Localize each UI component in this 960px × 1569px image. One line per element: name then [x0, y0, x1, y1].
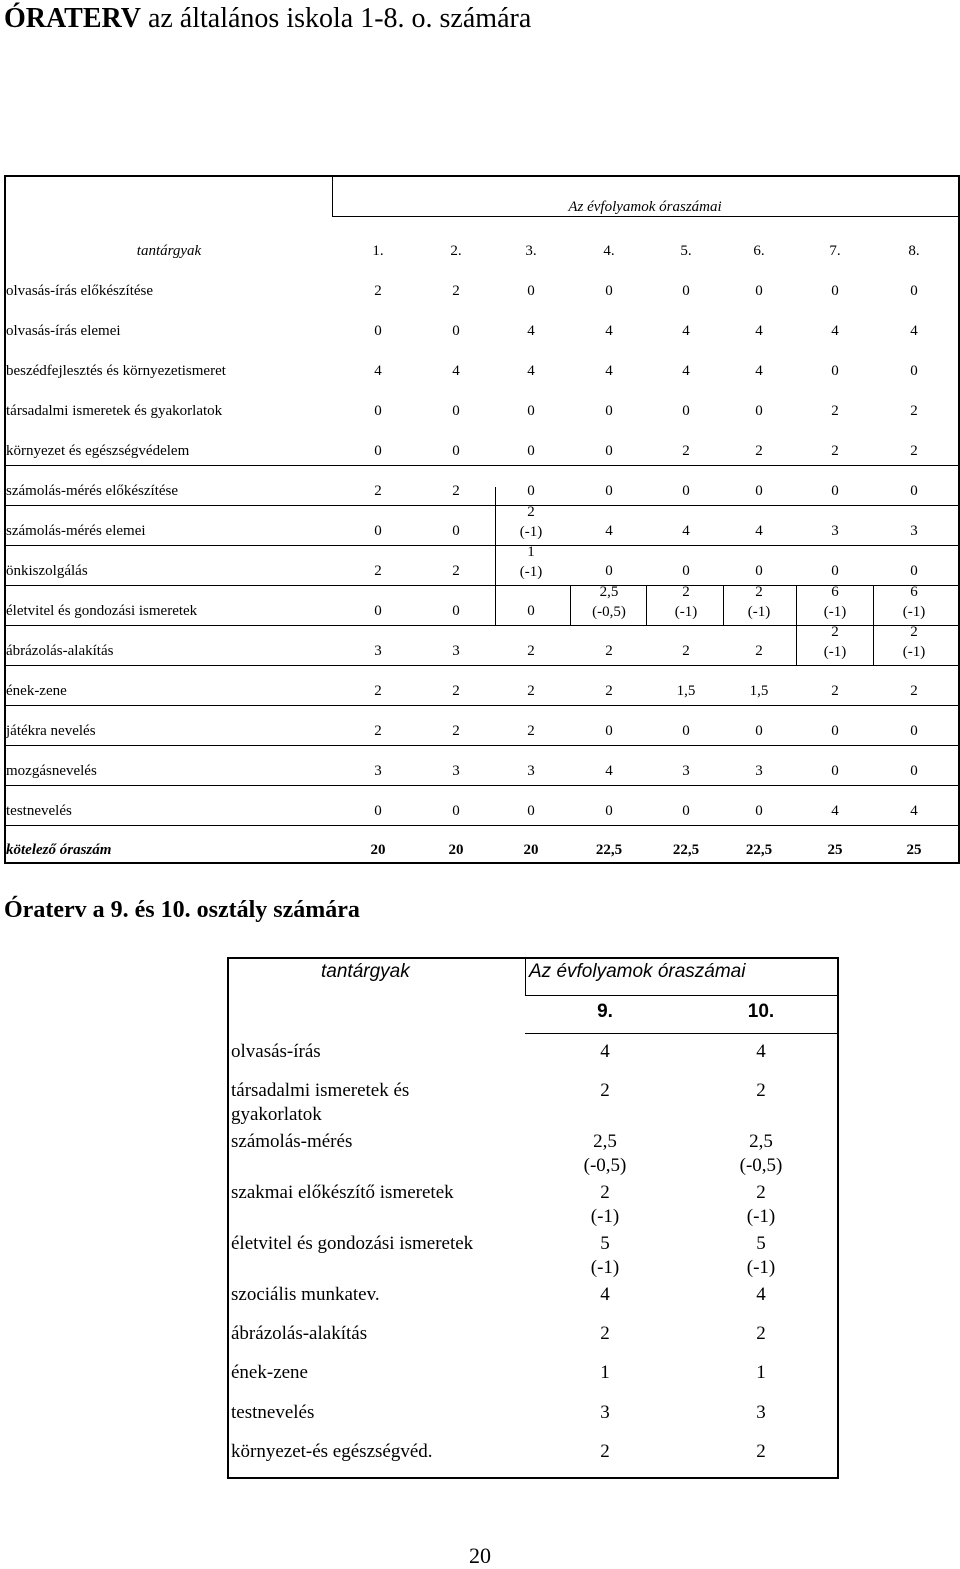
row-value: 4 [605, 323, 613, 339]
cell-reduction: (-1) [519, 524, 543, 540]
grade-9-value [565, 1232, 645, 1280]
grade-10-value [721, 1401, 801, 1425]
value-line: (-0,5) [739, 1155, 783, 1176]
header-divider-horizontal [525, 995, 837, 996]
row-label: környezet és egészségvédelem [6, 443, 190, 459]
row-value: 0 [527, 803, 535, 819]
row-value: 0 [374, 603, 382, 619]
grades-divider [525, 1033, 837, 1034]
cell-reduction: (-1) [519, 564, 543, 580]
total-value: 20 [523, 842, 539, 858]
row-label: társadalmi ismeretek és gyakorlatok [6, 403, 223, 419]
row-value: 0 [831, 563, 839, 579]
cell-main: 2,5 [599, 584, 619, 600]
section-title-9-10: Óraterv a 9. és 10. osztály számára [4, 897, 360, 923]
row-value: 0 [910, 483, 918, 499]
value-line: 3 [600, 1402, 610, 1423]
grade-9-value [565, 1283, 645, 1307]
row-value: 2 [831, 443, 839, 459]
grade-header: 3. [525, 243, 537, 259]
row-label [231, 1322, 367, 1346]
grade-10-value [721, 1232, 801, 1280]
row-value: 4 [682, 523, 690, 539]
grade-10-value [721, 1361, 801, 1385]
subject-header: tantárgyak [136, 243, 202, 259]
value-line: 2 [756, 1182, 766, 1203]
row-value: 0 [831, 723, 839, 739]
cell-main: 6 [910, 584, 918, 600]
row-label: testnevelés [6, 803, 72, 819]
row-value: 0 [682, 403, 690, 419]
cell-reduction: (-1) [902, 604, 926, 620]
row-value: 2 [527, 723, 535, 739]
row-label: beszédfejlesztés és környezetismeret [6, 363, 226, 379]
cell-main: 2 [682, 584, 690, 600]
row-label [231, 1130, 352, 1154]
row-label: olvasás-írás elemei [6, 323, 121, 339]
row-value: 3 [831, 523, 839, 539]
page-number: 20 [469, 1543, 491, 1568]
grade-header: 5. [680, 243, 692, 259]
page-title [4, 0, 531, 38]
value-line: 4 [600, 1041, 610, 1062]
row-value: 1,5 [749, 683, 769, 699]
row-value [649, 582, 723, 622]
value-line: 2 [600, 1182, 610, 1203]
row-value: 0 [452, 603, 460, 619]
total-value: 22,5 [595, 842, 623, 858]
row-value: 2 [452, 723, 460, 739]
value-line: 2,5 [749, 1131, 773, 1152]
group-header: Az évfolyamok óraszámai [529, 961, 746, 982]
row-value: 2 [374, 283, 382, 299]
row-value: 4 [682, 363, 690, 379]
grade-9-value [565, 1079, 645, 1103]
row-value: 3 [374, 763, 382, 779]
row-value: 0 [831, 363, 839, 379]
cell-divider [495, 487, 496, 625]
row-value: 0 [682, 803, 690, 819]
row-value: 0 [682, 563, 690, 579]
row-value: 2 [374, 483, 382, 499]
row-value: 2 [452, 683, 460, 699]
cell-divider [873, 585, 874, 665]
row-value: 0 [605, 563, 613, 579]
row-value [722, 582, 796, 622]
label-line: ének-zene [231, 1362, 308, 1383]
total-value: 20 [370, 842, 386, 858]
cell-reduction: (-0,5) [592, 604, 626, 620]
row-value: 0 [527, 603, 535, 619]
grade-header: 6. [753, 243, 765, 259]
row-value: 0 [605, 803, 613, 819]
value-line: (-1) [590, 1206, 620, 1227]
subject-header: tantárgyak [321, 961, 410, 982]
value-line: (-1) [746, 1257, 776, 1278]
cell-reduction: (-1) [823, 604, 847, 620]
label-line: környezet-és egészségvéd. [231, 1441, 433, 1462]
row-value: 2 [452, 563, 460, 579]
row-value [572, 582, 646, 622]
row-value: 3 [452, 643, 460, 659]
row-value: 2 [831, 683, 839, 699]
row-value: 2 [910, 443, 918, 459]
row-value: 0 [755, 723, 763, 739]
cell-main: 2 [831, 624, 839, 640]
grade-10-value [721, 1040, 801, 1064]
value-line: 4 [756, 1041, 766, 1062]
grade-10-value [721, 1322, 801, 1346]
row-divider [6, 665, 958, 666]
value-line: 2 [600, 1080, 610, 1101]
value-line: 1 [600, 1362, 610, 1383]
row-value: 4 [452, 363, 460, 379]
cell-main: 2 [910, 624, 918, 640]
row-divider [6, 705, 958, 706]
row-value: 4 [910, 803, 918, 819]
total-value: 25 [827, 842, 843, 858]
grade-header: 4. [603, 243, 615, 259]
row-value: 0 [527, 403, 535, 419]
row-value: 0 [605, 283, 613, 299]
row-value: 2 [755, 443, 763, 459]
row-value: 0 [831, 283, 839, 299]
row-value: 2 [374, 723, 382, 739]
value-line: 4 [756, 1284, 766, 1305]
row-value [798, 622, 872, 662]
label-line: számolás-mérés [231, 1131, 353, 1152]
grade-10-header: 10. [747, 1001, 775, 1022]
row-label: ábrázolás-alakítás [6, 643, 114, 659]
row-value: 4 [755, 323, 763, 339]
grade-9-value [565, 1181, 645, 1229]
row-value: 0 [831, 483, 839, 499]
row-value: 4 [831, 803, 839, 819]
cell-reduction: (-1) [747, 604, 771, 620]
row-value: 0 [910, 563, 918, 579]
row-value: 0 [374, 803, 382, 819]
cell-divider [570, 585, 571, 625]
cell-main: 2 [527, 504, 535, 520]
value-line: (-1) [746, 1206, 776, 1227]
value-line: 2,5 [593, 1131, 617, 1152]
row-divider [6, 505, 958, 506]
cell-divider [796, 585, 797, 665]
row-value: 2 [527, 643, 535, 659]
header-divider-vertical [525, 959, 526, 996]
grade-10-value [721, 1440, 801, 1464]
grade-10-value [721, 1283, 801, 1307]
page-title-rest: az általános iskola 1-8. o. számára [140, 3, 532, 34]
row-label [231, 1283, 380, 1307]
row-value: 4 [831, 323, 839, 339]
row-divider [6, 825, 958, 826]
cell-main: 6 [831, 584, 839, 600]
label-line: társadalmi ismeretek és [231, 1080, 410, 1101]
curriculum-table-9-10 [227, 957, 839, 1479]
row-value [877, 582, 951, 622]
row-value: 0 [605, 403, 613, 419]
row-value: 0 [452, 323, 460, 339]
row-label [231, 1040, 321, 1064]
value-line: 2 [756, 1323, 766, 1344]
grade-9-value [565, 1440, 645, 1464]
cell-divider [723, 585, 724, 625]
grade-header: 8. [908, 243, 920, 259]
row-value: 2 [374, 683, 382, 699]
row-value: 0 [755, 563, 763, 579]
row-value: 0 [755, 803, 763, 819]
row-value [877, 622, 951, 662]
row-value: 4 [755, 523, 763, 539]
row-value: 3 [755, 763, 763, 779]
label-line: ábrázolás-alakítás [231, 1323, 368, 1344]
row-value: 0 [831, 763, 839, 779]
row-label [231, 1361, 308, 1385]
row-value: 4 [682, 323, 690, 339]
row-label: önkiszolgálás [6, 563, 88, 579]
value-line: (-1) [590, 1257, 620, 1278]
value-line: 3 [756, 1402, 766, 1423]
row-value: 0 [755, 283, 763, 299]
value-line: 1 [756, 1362, 766, 1383]
grade-header: 7. [829, 243, 841, 259]
row-divider [6, 465, 958, 466]
value-line: 5 [600, 1233, 610, 1254]
label-line: testnevelés [231, 1402, 315, 1423]
grade-header: 2. [450, 243, 462, 259]
row-value: 0 [682, 723, 690, 739]
row-value: 2 [682, 443, 690, 459]
grade-header: 1. [372, 243, 384, 259]
row-value: 0 [682, 483, 690, 499]
row-value: 3 [374, 643, 382, 659]
row-value: 0 [527, 283, 535, 299]
row-label: számolás-mérés elemei [6, 523, 146, 539]
row-label [231, 1440, 433, 1464]
row-value: 4 [605, 363, 613, 379]
grade-9-value [565, 1322, 645, 1346]
row-value: 0 [452, 403, 460, 419]
label-line: olvasás-írás [231, 1041, 321, 1062]
row-value: 0 [755, 483, 763, 499]
row-value: 4 [527, 323, 535, 339]
row-label: játékra nevelés [6, 723, 96, 739]
label-line: szakmai előkészítő ismeretek [231, 1182, 454, 1203]
row-value: 0 [452, 523, 460, 539]
row-label: számolás-mérés előkészítése [6, 483, 179, 499]
row-value: 4 [527, 363, 535, 379]
cell-reduction: (-1) [674, 604, 698, 620]
row-value: 0 [374, 403, 382, 419]
grade-9-value [565, 1361, 645, 1385]
value-line: 2 [756, 1441, 766, 1462]
value-line: 2 [600, 1323, 610, 1344]
row-label: életvitel és gondozási ismeretek [6, 603, 198, 619]
cell-reduction: (-1) [902, 644, 926, 660]
row-value: 2 [605, 643, 613, 659]
value-line: 2 [756, 1080, 766, 1101]
row-value: 4 [605, 763, 613, 779]
grade-10-value [721, 1079, 801, 1103]
row-value: 0 [374, 523, 382, 539]
row-value: 0 [605, 443, 613, 459]
row-value: 0 [605, 723, 613, 739]
label-line: szociális munkatev. [231, 1284, 380, 1305]
row-value: 4 [755, 363, 763, 379]
value-line: 4 [600, 1284, 610, 1305]
row-divider [6, 745, 958, 746]
total-value: 20 [448, 842, 464, 858]
row-value: 2 [527, 683, 535, 699]
grade-9-value [565, 1040, 645, 1064]
row-value: 2 [605, 683, 613, 699]
total-label: kötelező óraszám [6, 842, 112, 858]
group-header: Az évfolyamok óraszámai [568, 199, 722, 215]
row-value: 3 [910, 523, 918, 539]
total-value: 22,5 [745, 842, 773, 858]
row-value: 0 [910, 723, 918, 739]
row-value: 3 [682, 763, 690, 779]
row-value: 0 [910, 763, 918, 779]
row-value: 2 [452, 283, 460, 299]
row-value: 0 [682, 283, 690, 299]
row-label: ének-zene [6, 683, 67, 699]
row-value: 0 [374, 443, 382, 459]
row-value: 2 [374, 563, 382, 579]
value-line: (-0,5) [583, 1155, 627, 1176]
row-value: 0 [527, 483, 535, 499]
grade-9-header: 9. [597, 1001, 613, 1022]
row-divider [6, 545, 958, 546]
row-value: 0 [374, 323, 382, 339]
row-value: 2 [910, 683, 918, 699]
total-value: 22,5 [672, 842, 700, 858]
row-value: 2 [755, 643, 763, 659]
cell-main: 2 [755, 584, 763, 600]
row-value: 0 [605, 483, 613, 499]
row-value: 2 [682, 643, 690, 659]
value-line: 2 [600, 1441, 610, 1462]
row-label: mozgásnevelés [6, 763, 97, 779]
cell-divider [646, 585, 647, 625]
row-label [231, 1181, 454, 1205]
page-title-bold: ÓRATERV [4, 3, 141, 34]
total-value: 25 [906, 842, 922, 858]
grade-9-value [565, 1401, 645, 1425]
row-value [798, 582, 872, 622]
row-label [231, 1401, 314, 1425]
curriculum-table-1-8 [4, 175, 960, 864]
row-value [494, 502, 568, 542]
row-value: 4 [910, 323, 918, 339]
value-line: 5 [756, 1233, 766, 1254]
row-value: 3 [452, 763, 460, 779]
grade-10-value [721, 1181, 801, 1229]
row-value: 3 [527, 763, 535, 779]
row-value: 2 [910, 403, 918, 419]
row-label [231, 1232, 473, 1256]
label-line: gyakorlatok [231, 1104, 322, 1125]
row-value: 1,5 [676, 683, 696, 699]
row-value: 0 [910, 283, 918, 299]
row-value: 4 [374, 363, 382, 379]
row-value: 0 [452, 443, 460, 459]
grade-9-value [565, 1130, 645, 1178]
row-value: 2 [831, 403, 839, 419]
row-value: 0 [452, 803, 460, 819]
label-line: életvitel és gondozási ismeretek [231, 1233, 474, 1254]
row-value [494, 542, 568, 582]
row-label: olvasás-írás előkészítése [6, 283, 154, 299]
cell-reduction: (-1) [823, 644, 847, 660]
cell-main: 1 [527, 544, 535, 560]
row-value: 0 [755, 403, 763, 419]
row-value: 0 [910, 363, 918, 379]
row-divider [6, 785, 958, 786]
grade-10-value [721, 1130, 801, 1178]
row-value: 2 [452, 483, 460, 499]
row-value: 0 [527, 443, 535, 459]
row-label [231, 1079, 409, 1127]
row-value: 4 [605, 523, 613, 539]
